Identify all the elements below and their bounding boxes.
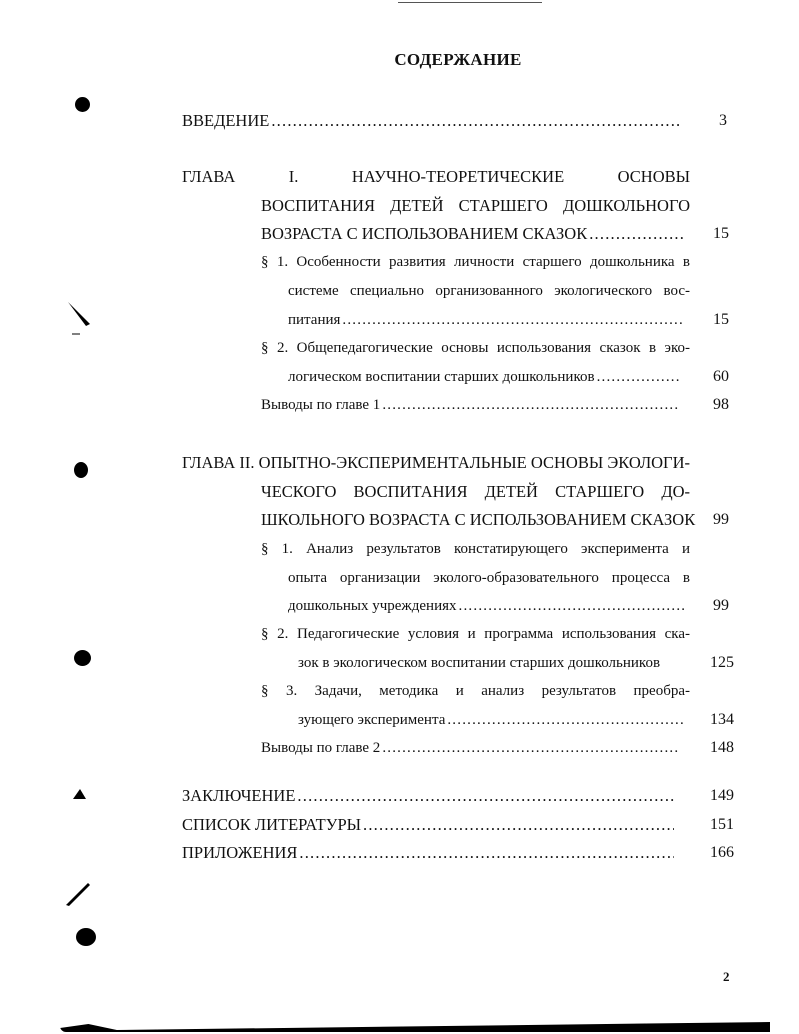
toc-page-number: 166 bbox=[710, 844, 734, 861]
leader-dots bbox=[382, 394, 680, 416]
leader-dots bbox=[271, 110, 680, 132]
toc-entry-label: Выводы по главе 1 bbox=[261, 397, 381, 413]
section-heading-last-line: зок в экологическом воспитании старших дошкольников bbox=[298, 655, 661, 671]
scan-mark bbox=[66, 300, 94, 340]
leader-dots bbox=[342, 309, 684, 331]
leader-dots bbox=[297, 785, 674, 807]
toc-page-number: 15 bbox=[713, 311, 729, 328]
chapter-1-conclusions bbox=[261, 394, 682, 416]
leader-dots bbox=[299, 842, 674, 864]
binder-hole-mark bbox=[74, 462, 88, 478]
toc-entry-label: ПРИЛОЖЕНИЯ bbox=[182, 843, 298, 862]
chapter-2-conclusions bbox=[261, 737, 682, 759]
toc-entry-label: ЗАКЛЮЧЕНИЕ bbox=[182, 786, 296, 805]
chapter-2-heading-line: ЧЕСКОГО ВОСПИТАНИЯ ДЕТЕЙ СТАРШЕГО ДО- bbox=[261, 482, 690, 501]
section-heading-line: системе специально организованного экологического вос- bbox=[288, 283, 690, 299]
toc-page-number: 148 bbox=[710, 739, 734, 756]
toc-page-number: 99 bbox=[713, 597, 729, 614]
toc-entry-label: ВВЕДЕНИЕ bbox=[182, 111, 270, 130]
toc-entry-label: питания bbox=[288, 312, 341, 328]
toc-entry-label: СПИСОК ЛИТЕРАТУРЫ bbox=[182, 815, 362, 834]
section-heading-line: § 1. Анализ результатов констатирующего эксперимента и bbox=[261, 541, 690, 557]
toc-page-number: 151 bbox=[710, 816, 734, 833]
toc-entry-label: дошкольных учреждениях bbox=[288, 598, 457, 614]
leader-dots bbox=[382, 737, 680, 759]
toc-entry-label: логическом воспитании старших дошкольников bbox=[288, 369, 595, 385]
scan-mark bbox=[72, 787, 88, 801]
scan-mark bbox=[64, 880, 92, 908]
chapter-1-heading-last-line bbox=[261, 223, 688, 245]
top-rule bbox=[398, 2, 542, 3]
section-heading-last-line bbox=[288, 366, 682, 388]
leader-dots bbox=[447, 709, 684, 731]
binder-hole-mark bbox=[75, 97, 90, 112]
toc-entry-label: Выводы по главе 2 bbox=[261, 740, 381, 756]
section-heading-line: § 2. Педагогические условия и программа использования ска- bbox=[261, 626, 690, 642]
chapter-1-heading-line: ГЛАВА I. НАУЧНО-ТЕОРЕТИЧЕСКИЕ ОСНОВЫ bbox=[182, 167, 690, 186]
leader-dots bbox=[597, 366, 680, 388]
section-heading-line: § 3. Задачи, методика и анализ результатов преобра- bbox=[261, 683, 690, 699]
toc-entry-references bbox=[182, 814, 676, 836]
leader-dots bbox=[363, 814, 674, 836]
toc-page-number: 60 bbox=[713, 368, 729, 385]
scan-edge-bar bbox=[60, 1022, 770, 1032]
toc-page-number: 15 bbox=[713, 225, 729, 242]
toc-page-number: 3 bbox=[719, 112, 727, 129]
page-title: СОДЕРЖАНИЕ bbox=[394, 50, 522, 69]
toc-entry-intro bbox=[182, 110, 682, 132]
toc-page-number: 99 bbox=[713, 511, 729, 528]
toc-page-number: 98 bbox=[713, 396, 729, 413]
chapter-2-heading-line: ГЛАВА II. ОПЫТНО-ЭКСПЕРИМЕНТАЛЬНЫЕ ОСНОВЫ ЭКОЛОГИ- bbox=[182, 453, 690, 472]
section-heading-last-line bbox=[288, 309, 686, 331]
section-heading-last-line bbox=[298, 709, 686, 731]
section-heading-line: § 1. Особенности развития личности старшего дошкольника в bbox=[261, 254, 690, 270]
binder-hole-mark bbox=[74, 650, 91, 666]
toc-entry-label: зующего эксперимента bbox=[298, 712, 446, 728]
chapter-2-heading-last-line: ШКОЛЬНОГО ВОЗРАСТА С ИСПОЛЬЗОВАНИЕМ СКАЗОК bbox=[261, 510, 696, 529]
leader-dots bbox=[589, 223, 686, 245]
toc-page-number: 149 bbox=[710, 787, 734, 804]
section-heading-line: опыта организации эколого-образовательного процесса в bbox=[288, 570, 690, 586]
leader-dots bbox=[459, 595, 684, 617]
toc-entry-appendix bbox=[182, 842, 676, 864]
toc-page-number: 125 bbox=[710, 654, 734, 671]
section-heading-line: § 2. Общепедагогические основы использования сказок в эко- bbox=[261, 340, 690, 356]
toc-page-number: 134 bbox=[710, 711, 734, 728]
toc-entry-conclusion bbox=[182, 785, 676, 807]
chapter-1-heading-line: ВОСПИТАНИЯ ДЕТЕЙ СТАРШЕГО ДОШКОЛЬНОГО bbox=[261, 196, 690, 215]
page-number: 2 bbox=[723, 969, 730, 984]
section-heading-last-line bbox=[288, 595, 686, 617]
toc-entry-label: ВОЗРАСТА С ИСПОЛЬЗОВАНИЕМ СКАЗОК bbox=[261, 224, 588, 243]
binder-hole-mark bbox=[76, 928, 96, 946]
